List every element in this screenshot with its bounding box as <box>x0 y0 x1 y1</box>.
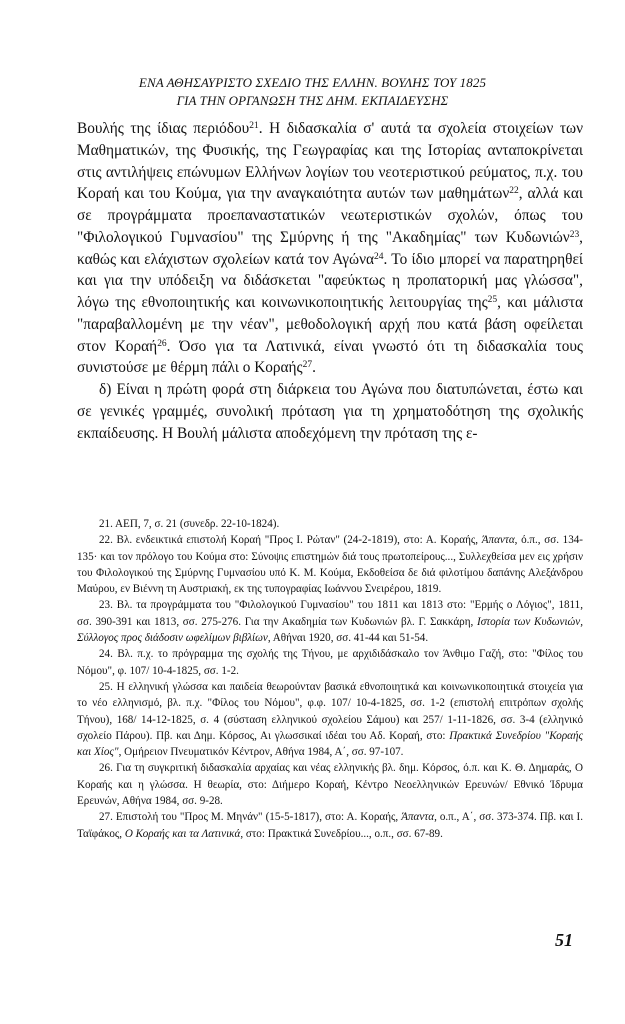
page-number: 51 <box>555 930 573 950</box>
footnote-text: , ο.π., Α΄, σσ. 373-374. Πβ. και Ι. Ταϊφάκος, <box>77 811 583 840</box>
footnote-23 <box>77 597 583 646</box>
footnote-ref-27: 27 <box>302 360 313 371</box>
body-text <box>77 118 583 444</box>
footnote-ref-26: 26 <box>157 338 167 349</box>
running-head-line-1: ΕΝΑ ΑΘΗΣΑΥΡΙΣΤΟ ΣΧΕΔΙΟ ΤΗΣ ΕΛΛΗΝ. ΒΟΥΛΗΣ ΤΟΥ 1825 <box>138 75 487 90</box>
footnote-22 <box>77 532 583 597</box>
footnote-italic: Ιστορία των Κυδωνιών, Σύλλογος προς διάδοσιν ωφελίμων βιβλίων <box>77 615 583 645</box>
text-segment: . <box>312 359 316 377</box>
footnote-27 <box>77 809 583 842</box>
footnote-italic: Ο Κοραής και τα Λατινικά <box>124 827 241 840</box>
footnote-text: 25. Η ελληνική γλώσσα και παιδεία θεωρούνταν βασικά εθνοποιητικά και κοινωνικοποιητικά στοιχεία για το νέο ελληνισμό, βλ. π.χ. "Φίλος του Νόμου", φ.φ. 107/ 10-4-1825, σσ. 1-2 (επιστολή επιτρόπων σχολής Τήνου), 168/ 14-12-1825, σ. 4 (σύσταση ελληνικού σχολείου Σάμου) και 257/ 1-11-1826, σσ. 3-4 (ελληνικό σχολείο Πάρου). Πβ. και Δημ. Κόρσος, Αι γλωσσικαί ιδέαι του Αδ. Κοραή, στο: <box>77 680 583 742</box>
footnote-italic: Άπαντα <box>481 534 515 547</box>
footnote-26: 26. Για τη συγκριτική διδασκαλία αρχαίας και νέας ελληνικής βλ. δημ. Κόρσος, ό.π. και Κ. Θ. Δημαράς, Ο Κοραής και η γλώσσα. Η θεωρία, στο: Διήμερο Κοραή, Κέντρο Νεοελληνικών Ερευνών/ Εθνικό Ίδρυμα Ερευνών, Αθήνα 1984, σσ. 9-28. <box>77 762 583 808</box>
footnote-ref-21: 21 <box>249 120 259 131</box>
footnote-italic: Πρακτικά Συνεδρίου "Κοραής και Χίος" <box>77 729 583 759</box>
text-segment: , αλλά και σε προγράμματα προεπαναστατικών νεωτεριστικών σχολών, όπως του "Φιλολογικού Γυμνασίου" της Σμύρνης ή της "Ακαδημίας" των Κυδωνιών <box>77 185 584 246</box>
footnote-24: 24. Βλ. π.χ. το πρόγραμμα της σχολής της Τήνου, με αρχιδιδάσκαλο τον Άνθιμο Γαζή, στο: "Φίλος του Νόμου", φ. 107/ 10-4-1825, σσ. 1-2. <box>77 648 583 677</box>
text-segment: Βουλής της ίδιας περιόδου <box>77 120 250 137</box>
footnote-text: 23. Βλ. τα προγράμματα του "Φιλολογικού Γυμνασίου" του 1811 και 1813 στο: "Ερμής ο Λόγιος", 1811, σσ. 390-391 και 1813, σσ. 275-276. Για την Ακαδημία των Κυδωνιών βλ. Γ. Σακκάρη, <box>77 599 583 628</box>
footnote-text: , ό.π., σσ. 134-135· και τον πρόλογο του Κούμα στο: Σύνοψις επιστημών διά τους πρωτοπείρους..., Συλλεχθείσα μεν εις χρήσιν του Φιλολογικού της Σμύρνης Γυμνασίου υπό Κ. Μ. Κούμα, Εκδοθείσα δε διά φιλοτίμου δαπάνης Αλεξάνδρου Μαύρου, εν Βιέννη τη Αυστριακή, εκ της τυπογραφίας Ιωάννου Σνειρέρου, 1819. <box>77 534 583 596</box>
text-segment: . Το ίδιο μπορεί να παρατηρηθεί και για την υπόδειξη να διδάσκεται "αφεύκτως η προπατορική μας γλώσσα", λόγω της εθνοποιητικής και κοινωνικοποιητικής λειτουργίας της <box>77 250 583 311</box>
paragraph-2: δ) Είναι η πρώτη φορά στη διάρκεια του Αγώνα που διατυπώνεται, έστω και σε γενικές γραμμές, συνολική πρόταση για τη χρηματοδότηση της σχολικής εκπαίδευσης. Η Βουλή μάλιστα αποδεχόμενη την πρόταση της ε- <box>77 381 583 442</box>
footnotes <box>77 516 583 842</box>
running-head-line-2: ΓΙΑ ΤΗΝ ΟΡΓΑΝΩΣΗ ΤΗΣ ΔΗΜ. ΕΚΠΑΙΔΕΥΣΗΣ <box>176 93 449 108</box>
paragraph-1 <box>77 118 583 379</box>
footnote-text: 22. Βλ. ενδεικτικά επιστολή Κοραή "Προς Ι. Ρώταν" (24-2-1819), στο: Α. Κοραής, <box>99 534 482 547</box>
footnote-text: 27. Επιστολή του "Προς Μ. Μηνάν" (15-5-1817), στο: Α. Κοραής, <box>99 811 402 824</box>
footnote-ref-24: 24 <box>374 251 384 262</box>
text-segment: , και μάλιστα "παραβαλλομένη με την νέαν", μεθοδολογική αρχή που κατά βάση οφείλεται στον Κοραή <box>77 294 583 355</box>
running-head <box>0 74 625 110</box>
text-segment: . Η διδασκαλία σ' αυτά τα σχολεία στοιχείων των Μαθηματικών, της Φυσικής, της Γεωγραφίας και της Ιστορίας ανταποκρίνεται στις αντιλήψεις επώνυμων Ελλήνων λογίων του νεοτεριστικού ρεύματος, π.χ. του Κοραή και του Κούμα, για την αναγκαιότητα αυτών των μαθημάτων <box>77 120 583 203</box>
footnote-21: 21. ΑΕΠ, 7, σ. 21 (συνεδρ. 22-10-1824). <box>99 518 280 530</box>
footnote-ref-22: 22 <box>509 186 519 197</box>
text-segment: , καθώς και ελάχιστων σχολείων κατά τον Αγώνα <box>77 228 583 268</box>
text-segment: . Όσο για τα Λατινικά, είναι γνωστό ότι τη διδασκαλία τους συνιστούσε με θέρμη πάλι ο Κοραής <box>77 337 583 377</box>
footnote-ref-25: 25 <box>487 294 498 305</box>
footnote-ref-23: 23 <box>569 229 580 240</box>
footnote-25 <box>77 679 583 760</box>
footnote-text: , στο: Πρακτικά Συνεδρίου..., ο.π., σσ. 67-89. <box>240 827 443 840</box>
footnote-text: , Ομήρειον Πνευματικόν Κέντρον, Αθήνα 1984, Α΄, σσ. 97-107. <box>118 746 404 759</box>
footnote-italic: Άπαντα <box>401 811 435 824</box>
footnote-text: , Αθήναι 1920, σσ. 41-44 και 51-54. <box>267 632 429 645</box>
